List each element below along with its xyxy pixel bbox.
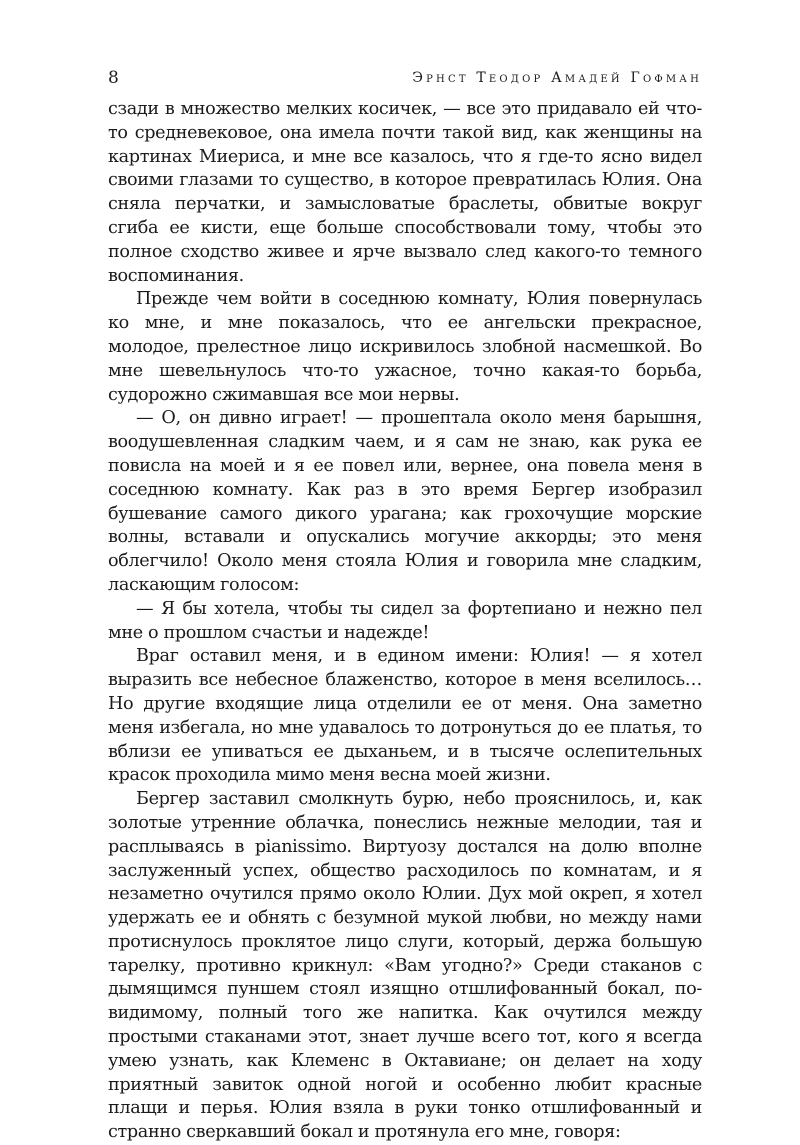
- paragraph-continuation: сзади в множество мелких косичек, — все это придавало ей что-то средневековое, она имела почти такой вид, как женщины на картинах Миериса, и мне все казалось, что я где-то ясно видел своими глазами то существо, в которое превратилась Юлия. Она сняла перчатки, и замысловатые браслеты, обвитые вокруг сгиба ее кисти, еще больше способствовали тому, чтобы это полное сходство живее и ярче вызвало след какого-то темного воспоминания.: [108, 99, 702, 286]
- paragraph: Прежде чем войти в соседнюю комнату, Юлия повернулась ко мне, и мне показалось, что ее ангельски прекрасное, молодое, прелестное лицо искривилось злобной насмешкой. Во мне шевельнулось что-то ужасное, точно какая-то борьба, судорожно сжимавшая все мои нервы.: [108, 289, 702, 405]
- body-text: [108, 98, 702, 1145]
- page-header: [108, 66, 702, 90]
- paragraph: — Я бы хотела, чтобы ты сидел за фортепиано и нежно пел мне о прошлом счастьи и надежде!: [108, 598, 702, 643]
- paragraph: Бергер заставил смолкнуть бурю, небо прояснилось, и, как золотые утренние облачка, понеслись нежные мелодии, тая и расплываясь в pianissimo. Виртуозу достался на долю вполне заслуженный успех, общество расходилось по комнатам, и я незаметно очутился прямо около Юлии. Дух мой окреп, я хотел удержать ее и обнять с безумной мукой любви, но между нами протиснулось проклятое лицо слуги, который, держа большую тарелку, противно крикнул: «Вам угодно?» Среди стаканов с дымящимся пуншем стоял изящно отшлифованный бокал, по-видимому, полный того же напитка. Как очутился между простыми стаканами этот, знает лучше всего тот, кого я всегда умею узнать, как Клеменс в Октавиане; он делает на ходу приятный завиток одной ногой и особенно любит красные плащи и перья. Юлия взяла в руки тонко отшлифованный и странно сверкавший бокал и протянула его мне, говоря:: [108, 789, 702, 1143]
- paragraph: — О, он дивно играет! — прошептала около меня барышня, воодушевленная сладким чаем, и я сам не знаю, как рука ее повисла на моей и я ее повел или, вернее, она повела меня в соседнюю комнату. Как раз в это время Бергер изобразил бушевание самого дикого урагана; как грохочущие морские волны, вставали и опускались могучие аккорды; это меня облегчило! Около меня стояла Юлия и говорила мне сладким, ласкающим голосом:: [108, 408, 702, 595]
- running-head: Эрнст Теодор Амадей Гофман: [412, 70, 702, 86]
- paragraph: Враг оставил меня, и в едином имени: Юлия! — я хотел выразить все небесное блаженство, которое в меня вселилось… Но другие входящие лица отделили ее от меня. Она заметно меня избегала, но мне удавалось то дотронуться до ее платья, то вблизи ее упиваться ее дыханьем, и в тысяче ослепительных красок проходила мимо меня весна моей жизни.: [108, 646, 702, 786]
- page-number: 8: [108, 68, 119, 88]
